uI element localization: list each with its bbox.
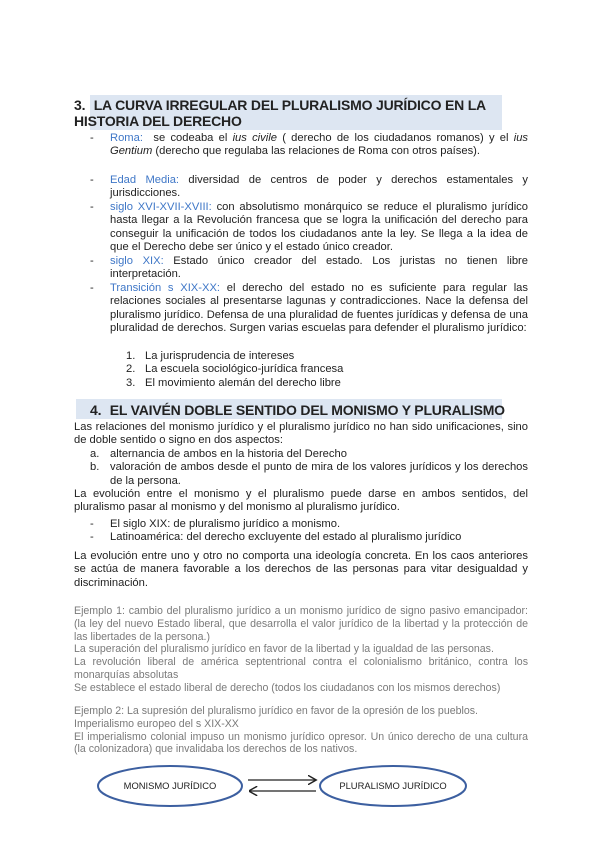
section-number: 4. <box>90 402 102 418</box>
section-title: EL VAIVÉN DOBLE SENTIDO DEL MONISMO Y PLURALISMO <box>109 402 505 418</box>
example-2: Ejemplo 2: La supresión del pluralismo jurídico en favor de la opresión de los pueblos. Imperialismo europeo del s XIX-XX El imperialismo colonial impuso un monismo jurídico opresor. Un único derecho de una cultura (la colonizadora) que invalidaba los derechos de los nativos. <box>74 705 528 756</box>
list-item-roma: - Roma: se codeaba el ius civile ( derecho de los ciudadanos romanos) y el ius Gentium (derecho que regulaba las relaciones de Roma con otros países). <box>90 132 529 158</box>
list-item: 1. La jurisprudencia de intereses <box>126 350 295 362</box>
example-1: Ejemplo 1: cambio del pluralismo jurídico a un monismo jurídico de signo pasivo emancipador: (la ley del nuevo Estado liberal, que desarrolla el valor jurídico de la libertad y la protección de las libertades de la persona.) La superación del pluralismo jurídico en favor de la libertad y la igualdad de las personas. La revolución liberal de américa septentrional contra el colonialismo británico, contra los monarquías absolutas Se establece el estado liberal de derecho (todos los ciudadanos con los mismos derechos) <box>74 605 528 694</box>
paragraph-ideology: La evolución entre uno y otro no comporta una ideología concreta. En los caos anteriores se actúa de manera favorable a los derechos de las personas para vitar desigualdad y discriminación. <box>74 550 528 589</box>
list-item-transicion: - Transición s XIX-XX: el derecho del estado no es suficiente para regular las relaciones sociales al presentarse lagunas y contradicciones. Nace la defensa del pluralismo jurídico. Defensa de una pluralidad de fuentes jurídicas y defensa de una pluralidad de derechos. Surgen varias escuelas para defender el pluralismo jurídico: <box>90 282 529 335</box>
list-item-siglo-xix: - siglo XIX: Estado único creador del estado. Los juristas no tienen libre interpretación. <box>90 255 528 281</box>
paragraph-intro: Las relaciones del monismo jurídico y el pluralismo jurídico no han sido unificaciones, sino de doble sentido o signo en dos aspectos: <box>74 421 528 447</box>
list-item-siglo-xvi-xviii: - siglo XVI-XVII-XVIII: con absolutismo monárquico se reduce el pluralismo jurídico hasta llegar a la Revolución francesa que se logra la unificación del derecho para conseguir la unificación de todos los ciudadanos ante la ley. Se llega a la idea de que el Derecho debe ser único y el estado único creador. <box>90 201 528 254</box>
pluralismo-label: PLURALISMO JURÍDICO <box>339 780 447 791</box>
list-item: - Latinoamérica: del derecho excluyente del estado al pluralismo jurídico <box>90 531 462 544</box>
list-item: a. alternancia de ambos en la historia del Derecho <box>90 448 347 460</box>
list-item-edad-media: - Edad Media: diversidad de centros de poder y derechos estamentales y jurisdicciones. <box>90 174 528 200</box>
monismo-label: MONISMO JURÍDICO <box>123 780 217 791</box>
section-title: LA CURVA IRREGULAR DEL PLURALISMO JURÍDICO EN LA HISTORIA DEL DERECHO <box>74 97 486 129</box>
paragraph-evolution: La evolución entre el monismo y el pluralismo puede darse en ambos sentidos, del pluralismo pasar al monismo y del monismo al pluralismo jurídico. <box>74 488 528 514</box>
list-item: b. valoración de ambos desde el punto de mira de los valores jurídicos y los derechos de la persona. <box>90 461 528 487</box>
list-item: 2. La escuela sociológico-jurídica francesa <box>126 363 344 376</box>
section-number: 3. <box>74 97 86 113</box>
list-item: - El siglo XIX: de pluralismo jurídico a monismo. <box>90 518 341 530</box>
list-item: 3. El movimiento alemán del derecho libre <box>126 376 341 389</box>
